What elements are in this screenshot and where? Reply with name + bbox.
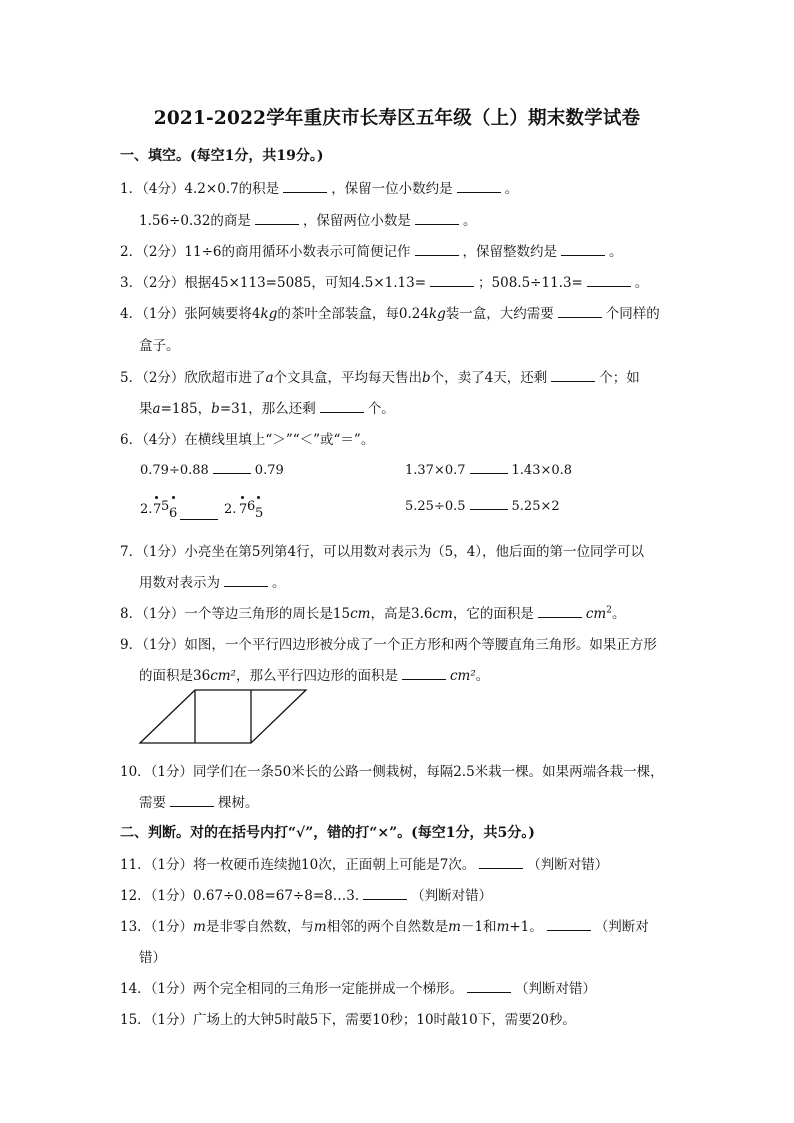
parallelogram-outline <box>140 690 306 743</box>
question-7-line-2: 用数对表示为 。 <box>139 575 286 591</box>
answer-blank[interactable] <box>224 574 268 587</box>
question-12: 12．（1分）0.67÷0.08=67÷8=8…3. （判断对错） <box>120 888 493 904</box>
question-1-line-2: 1.56÷0.32的商是 ，保留两位小数是 。 <box>139 213 477 229</box>
exam-page: 2021-2022学年重庆市长寿区五年级（上）期末数学试卷 一、填空。(每空1分，共19分。) 1．（4分）4.2×0.7的积是 ，保留一位小数约是 。 1.56÷0.32的商是 ，保留两位小数是 。 2．（2分）11÷6的商用循环小数表示可简便记作 ，保留整数约是 。 3．（2分）根据45×113=5085，可知4.5×1.13= ；508.5÷11.3= 。 4．（1分）张阿姨要将4kg的茶叶全部装盒，每0.24kg装一盒，大约需要 个同样的 盒子。 5．（2分）欣欣超市进了a个文具盒，平均每天售出b个，卖了4天，还剩 个；如 果a=185，b=31，那么还剩 个。 6．（4分）在横线里填上“＞”“＜”或“＝”。 0.79÷0.88 0.79 1.37×0.7 1.43×0.8 2. 7 5 6 2. 7 6 5 5.25÷0.5 5.25×2 7．（1分）小亮坐在第5列第4行，可以用数对表示为（5，4），他后面的第一位同学可以 用数对表示为 。 8．（1分）一个等边三角形的周长是15cm，高是3.6cm，它的面积是 $cm^2$。 9．（1分）如图，一个平行四边形被分成了一个正方形和两个等腰直角三角形。如果正方形 的面积是36cm²，那么平行四边形的面积是 cm²。 10．（1分）同学们在一条50米长的公路一侧栽树，每隔2.5米栽一棵。如果两端各栽一棵， 需要 棵树。 二、判断。对的在括号内打“√”，错的打“×”。(每空1分，共5分。) 11．（1分）将一枚硬币连续抛10次，正面朝上可能是7次。 （判断对错） 12．（1分）0.67÷0.08=67÷8=8…3. （判断对错） 13．（1分）m是非零自然数，与m相邻的两个自然数是m－1和m+1。 （判断对 错） 14．（1分）两个完全相同的三角形一定能拼成一个梯形。 （判断对错） 15．（1分）广场上的大钟5时敲5下，需要10秒；10时敲10下，需要20秒。 <box>0 0 794 1123</box>
question-8: 8．（1分）一个等边三角形的周长是15cm，高是3.6cm，它的面积是 $cm^2$。 <box>120 605 626 622</box>
repeat-dot <box>172 496 175 499</box>
repeat-dot <box>241 496 244 499</box>
question-14: 14．（1分）两个完全相同的三角形一定能拼成一个梯形。 （判断对错） <box>120 981 597 997</box>
answer-blank[interactable] <box>180 507 218 520</box>
answer-blank[interactable] <box>558 305 602 318</box>
answer-blank[interactable] <box>538 605 582 618</box>
parallelogram-figure <box>138 688 310 746</box>
question-6: 6．（4分）在横线里填上“＞”“＜”或“＝”。 <box>120 432 375 448</box>
question-11: 11．（1分）将一枚硬币连续抛10次，正面朝上可能是7次。 （判断对错） <box>120 857 609 873</box>
answer-blank[interactable] <box>547 918 591 931</box>
answer-blank[interactable] <box>470 461 508 474</box>
answer-blank[interactable] <box>213 461 251 474</box>
answer-blank[interactable] <box>467 980 511 993</box>
answer-blank[interactable] <box>170 794 214 807</box>
answer-blank[interactable] <box>561 243 605 256</box>
question-4-line-1: 4．（1分）张阿姨要将4kg的茶叶全部装盒，每0.24kg装一盒，大约需要 个同样的 <box>120 306 660 322</box>
section-true-false-heading: 二、判断。对的在括号内打“√”，错的打“×”。(每空1分，共5分。) <box>120 825 535 841</box>
compare-item-2: 1.37×0.7 1.43×0.8 <box>405 463 573 478</box>
compare-item-1: 0.79÷0.88 0.79 <box>140 463 284 478</box>
answer-blank[interactable] <box>551 369 595 382</box>
question-1-line-1: 1．（4分）4.2×0.7的积是 ，保留一位小数约是 。 <box>120 181 519 197</box>
answer-blank[interactable] <box>415 212 459 225</box>
page-title: 2021-2022学年重庆市长寿区五年级（上）期末数学试卷 <box>153 108 641 129</box>
answer-blank[interactable] <box>283 180 327 193</box>
question-13-line-2: 错） <box>139 950 166 966</box>
answer-blank[interactable] <box>457 180 501 193</box>
question-15: 15．（1分）广场上的大钟5时敲5下，需要10秒；10时敲10下，需要20秒。 <box>120 1012 576 1028</box>
question-3: 3．（2分）根据45×113=5085，可知4.5×1.13= ；508.5÷11.3= 。 <box>120 275 649 291</box>
repeat-dot <box>155 496 158 499</box>
answer-blank[interactable] <box>479 856 523 869</box>
question-2: 2．（2分）11÷6的商用循环小数表示可简便记作 ，保留整数约是 。 <box>120 244 623 260</box>
question-10-line-2: 需要 棵树。 <box>139 795 259 811</box>
repeat-dot <box>257 496 260 499</box>
compare-item-4: 5.25÷0.5 5.25×2 <box>405 499 560 514</box>
question-13-line-1: 13．（1分）m是非零自然数，与m相邻的两个自然数是m－1和m+1。 （判断对 <box>120 919 649 935</box>
question-4-line-2: 盒子。 <box>139 338 180 354</box>
section-fill-blank-heading: 一、填空。(每空1分，共19分。) <box>120 148 324 164</box>
question-10-line-1: 10．（1分）同学们在一条50米长的公路一侧栽树，每隔2.5米栽一棵。如果两端各栽一棵， <box>120 764 664 780</box>
question-9-line-2: 的面积是36cm²，那么平行四边形的面积是 cm²。 <box>139 668 490 684</box>
question-7-line-1: 7．（1分）小亮坐在第5列第4行，可以用数对表示为（5，4），他后面的第一位同学可以 <box>120 544 645 560</box>
answer-blank[interactable] <box>587 274 631 287</box>
answer-blank[interactable] <box>430 274 474 287</box>
answer-blank[interactable] <box>402 667 446 680</box>
answer-blank[interactable] <box>470 497 508 510</box>
answer-blank[interactable] <box>320 400 364 413</box>
answer-blank[interactable] <box>415 243 459 256</box>
question-9-line-1: 9．（1分）如图，一个平行四边形被分成了一个正方形和两个等腰直角三角形。如果正方形 <box>120 637 657 653</box>
question-5-line-2: 果a=185，b=31，那么还剩 个。 <box>139 401 395 417</box>
answer-blank[interactable] <box>255 212 299 225</box>
answer-blank[interactable] <box>363 887 407 900</box>
question-5-line-1: 5．（2分）欣欣超市进了a个文具盒，平均每天售出b个，卖了4天，还剩 个；如 <box>120 370 640 386</box>
